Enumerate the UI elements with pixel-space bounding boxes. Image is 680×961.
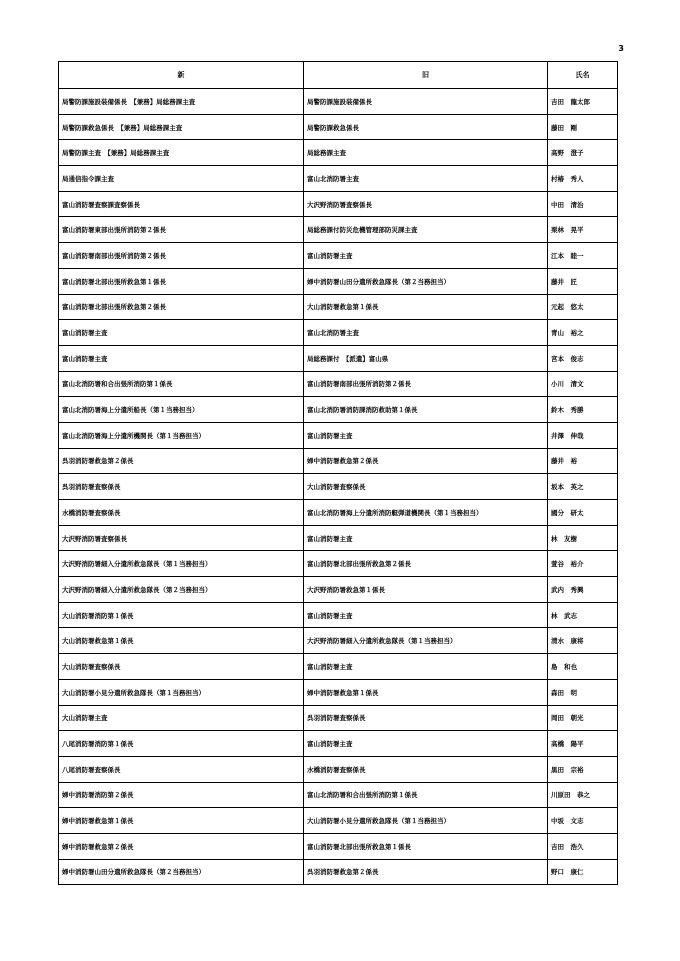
cell-person-name: 坂本 英之 [548, 474, 618, 500]
table-row [59, 294, 618, 320]
cell-person-name: 吉田 龍太郎 [548, 89, 618, 115]
table-row [59, 808, 618, 834]
cell-person-name: 井澤 伸哉 [548, 422, 618, 448]
cell-new-position: 婦中消防署救急第１係長 [59, 808, 304, 834]
cell-old-position: 富山消防署北部出張所救急第２係長 [304, 551, 548, 577]
cell-new-position: 八尾消防署消防第１係長 [59, 731, 304, 757]
cell-new-position: 婦中消防署救急第２係長 [59, 833, 304, 859]
cell-old-position: 大山消防署救急第１係長 [304, 294, 548, 320]
cell-new-position: 富山北消防署海上分遣所船長（第１当務担当） [59, 397, 304, 423]
cell-person-name: 森田 明 [548, 679, 618, 705]
cell-new-position: 呉羽消防署査察係長 [59, 474, 304, 500]
cell-new-position: 大山消防署消防第１係長 [59, 602, 304, 628]
table-row [59, 268, 618, 294]
table-row [59, 371, 618, 397]
cell-new-position: 局警防課主査 【兼務】局総務課主査 [59, 140, 304, 166]
table-row [59, 500, 618, 526]
cell-person-name: 國分 研太 [548, 500, 618, 526]
cell-old-position: 局総務課付 【派遣】富山県 [304, 345, 548, 371]
cell-old-position: 富山北消防署和合出張所消防第１係長 [304, 782, 548, 808]
table-row [59, 731, 618, 757]
cell-person-name: 林 武志 [548, 602, 618, 628]
cell-old-position: 大沢野消防署査察係長 [304, 191, 548, 217]
cell-person-name: 藤井 匠 [548, 268, 618, 294]
page-number: 3 [618, 44, 624, 53]
cell-person-name: 高橋 陽平 [548, 731, 618, 757]
cell-old-position: 富山消防署主査 [304, 525, 548, 551]
cell-person-name: 藤井 裕 [548, 448, 618, 474]
cell-new-position: 八尾消防署査察係長 [59, 756, 304, 782]
cell-person-name: 宮本 俊志 [548, 345, 618, 371]
cell-new-position: 富山消防署北部出張所救急第１係長 [59, 268, 304, 294]
cell-old-position: 婦中消防署救急第１係長 [304, 679, 548, 705]
cell-old-position: 局総務課主査 [304, 140, 548, 166]
cell-new-position: 富山消防署北部出張所救急第２係長 [59, 294, 304, 320]
table-row [59, 628, 618, 654]
cell-old-position: 婦中消防署救急第２係長 [304, 448, 548, 474]
cell-new-position: 局警防課施設装備係長 【兼務】局総務課主査 [59, 89, 304, 115]
cell-person-name: 江本 睦一 [548, 243, 618, 269]
cell-old-position: 局警防課救急係長 [304, 114, 548, 140]
table-row [59, 679, 618, 705]
cell-new-position: 婦中消防署消防第２係長 [59, 782, 304, 808]
cell-new-position: 大沢野消防署細入分遣所救急隊長（第１当務担当） [59, 551, 304, 577]
cell-person-name: 村椿 秀人 [548, 166, 618, 192]
cell-new-position: 富山消防署主査 [59, 345, 304, 371]
table-row [59, 859, 618, 885]
table-body [59, 89, 618, 885]
cell-new-position: 富山消防署東部出張所消防第２係長 [59, 217, 304, 243]
cell-new-position: 大山消防署査察係長 [59, 654, 304, 680]
cell-person-name: 吉田 浩久 [548, 833, 618, 859]
cell-old-position: 大沢野消防署細入分遣所救急隊長（第１当務担当） [304, 628, 548, 654]
table-row [59, 756, 618, 782]
cell-new-position: 局通信指令課主査 [59, 166, 304, 192]
cell-new-position: 大山消防署小見分遣所救急隊長（第１当務担当） [59, 679, 304, 705]
table-row [59, 474, 618, 500]
cell-old-position: 大沢野消防署救急第１係長 [304, 577, 548, 603]
cell-new-position: 水橋消防署査察係長 [59, 500, 304, 526]
personnel-change-table [58, 61, 618, 885]
cell-person-name: 武内 秀興 [548, 577, 618, 603]
cell-new-position: 婦中消防署山田分遣所救急隊長（第２当務担当） [59, 859, 304, 885]
cell-person-name: 藤田 剛 [548, 114, 618, 140]
cell-new-position: 大山消防署主査 [59, 705, 304, 731]
cell-new-position: 富山北消防署和合出張所消防第１係長 [59, 371, 304, 397]
table-row [59, 551, 618, 577]
table-row [59, 782, 618, 808]
table-row [59, 320, 618, 346]
cell-old-position: 富山消防署主査 [304, 602, 548, 628]
cell-person-name: 中田 清治 [548, 191, 618, 217]
cell-new-position: 大沢野消防署細入分遣所救急隊長（第２当務担当） [59, 577, 304, 603]
cell-new-position: 局警防課救急係長 【兼務】局総務課主査 [59, 114, 304, 140]
cell-new-position: 大沢野消防署査察係長 [59, 525, 304, 551]
cell-old-position: 水橋消防署査察係長 [304, 756, 548, 782]
cell-person-name: 清水 康将 [548, 628, 618, 654]
cell-person-name: 萱谷 裕介 [548, 551, 618, 577]
cell-old-position: 富山消防署主査 [304, 243, 548, 269]
table-row [59, 448, 618, 474]
cell-person-name: 栗林 晃平 [548, 217, 618, 243]
cell-new-position: 大山消防署救急第１係長 [59, 628, 304, 654]
table-row [59, 705, 618, 731]
cell-person-name: 林 友樹 [548, 525, 618, 551]
cell-person-name: 岡田 朝光 [548, 705, 618, 731]
header-row [59, 62, 618, 89]
cell-person-name: 川原田 恭之 [548, 782, 618, 808]
cell-new-position: 富山北消防署海上分遣所機関長（第１当務担当） [59, 422, 304, 448]
table-row [59, 654, 618, 680]
cell-new-position: 富山消防署査察課査察係長 [59, 191, 304, 217]
cell-person-name: 青山 裕之 [548, 320, 618, 346]
cell-old-position: 富山北消防署主査 [304, 320, 548, 346]
table-row [59, 833, 618, 859]
table-row [59, 140, 618, 166]
cell-old-position: 富山消防署南部出張所消防第２係長 [304, 371, 548, 397]
table-row [59, 114, 618, 140]
table-row [59, 525, 618, 551]
cell-new-position: 呉羽消防署救急第２係長 [59, 448, 304, 474]
cell-old-position: 大山消防署査察係長 [304, 474, 548, 500]
table-row [59, 345, 618, 371]
column-header-old: 旧 [304, 62, 548, 89]
cell-person-name: 中坂 文志 [548, 808, 618, 834]
cell-old-position: 局警防課施設装備係長 [304, 89, 548, 115]
cell-new-position: 富山消防署南部出張所消防第２係長 [59, 243, 304, 269]
table-row [59, 217, 618, 243]
cell-person-name: 島 和也 [548, 654, 618, 680]
table-row [59, 602, 618, 628]
cell-person-name: 高野 澄子 [548, 140, 618, 166]
cell-old-position: 富山北消防署消防課消防救助第１係長 [304, 397, 548, 423]
cell-old-position: 富山北消防署主査 [304, 166, 548, 192]
table-row [59, 191, 618, 217]
cell-old-position: 富山消防署主査 [304, 654, 548, 680]
cell-old-position: 呉羽消防署救急第２係長 [304, 859, 548, 885]
cell-old-position: 富山消防署北部出張所救急第１係長 [304, 833, 548, 859]
cell-old-position: 富山北消防署海上分遣所消防艇弾道機関長（第１当務担当） [304, 500, 548, 526]
cell-old-position: 富山消防署主査 [304, 422, 548, 448]
cell-person-name: 元起 悠太 [548, 294, 618, 320]
cell-person-name: 野口 康仁 [548, 859, 618, 885]
cell-person-name: 黒田 宗裕 [548, 756, 618, 782]
table-row [59, 577, 618, 603]
cell-person-name: 鈴木 秀勝 [548, 397, 618, 423]
cell-old-position: 富山消防署主査 [304, 731, 548, 757]
table-row [59, 166, 618, 192]
cell-new-position: 富山消防署主査 [59, 320, 304, 346]
table-row [59, 89, 618, 115]
table-row [59, 422, 618, 448]
table-row [59, 397, 618, 423]
column-header-new: 新 [59, 62, 304, 89]
cell-old-position: 局総務課付防災危機管理部防災課主査 [304, 217, 548, 243]
cell-old-position: 大山消防署小見分遣所救急隊長（第１当務担当） [304, 808, 548, 834]
table-row [59, 243, 618, 269]
cell-old-position: 呉羽消防署査察係長 [304, 705, 548, 731]
column-header-name: 氏名 [548, 62, 618, 89]
cell-old-position: 婦中消防署山田分遣所救急隊長（第２当務担当） [304, 268, 548, 294]
cell-person-name: 小川 清文 [548, 371, 618, 397]
